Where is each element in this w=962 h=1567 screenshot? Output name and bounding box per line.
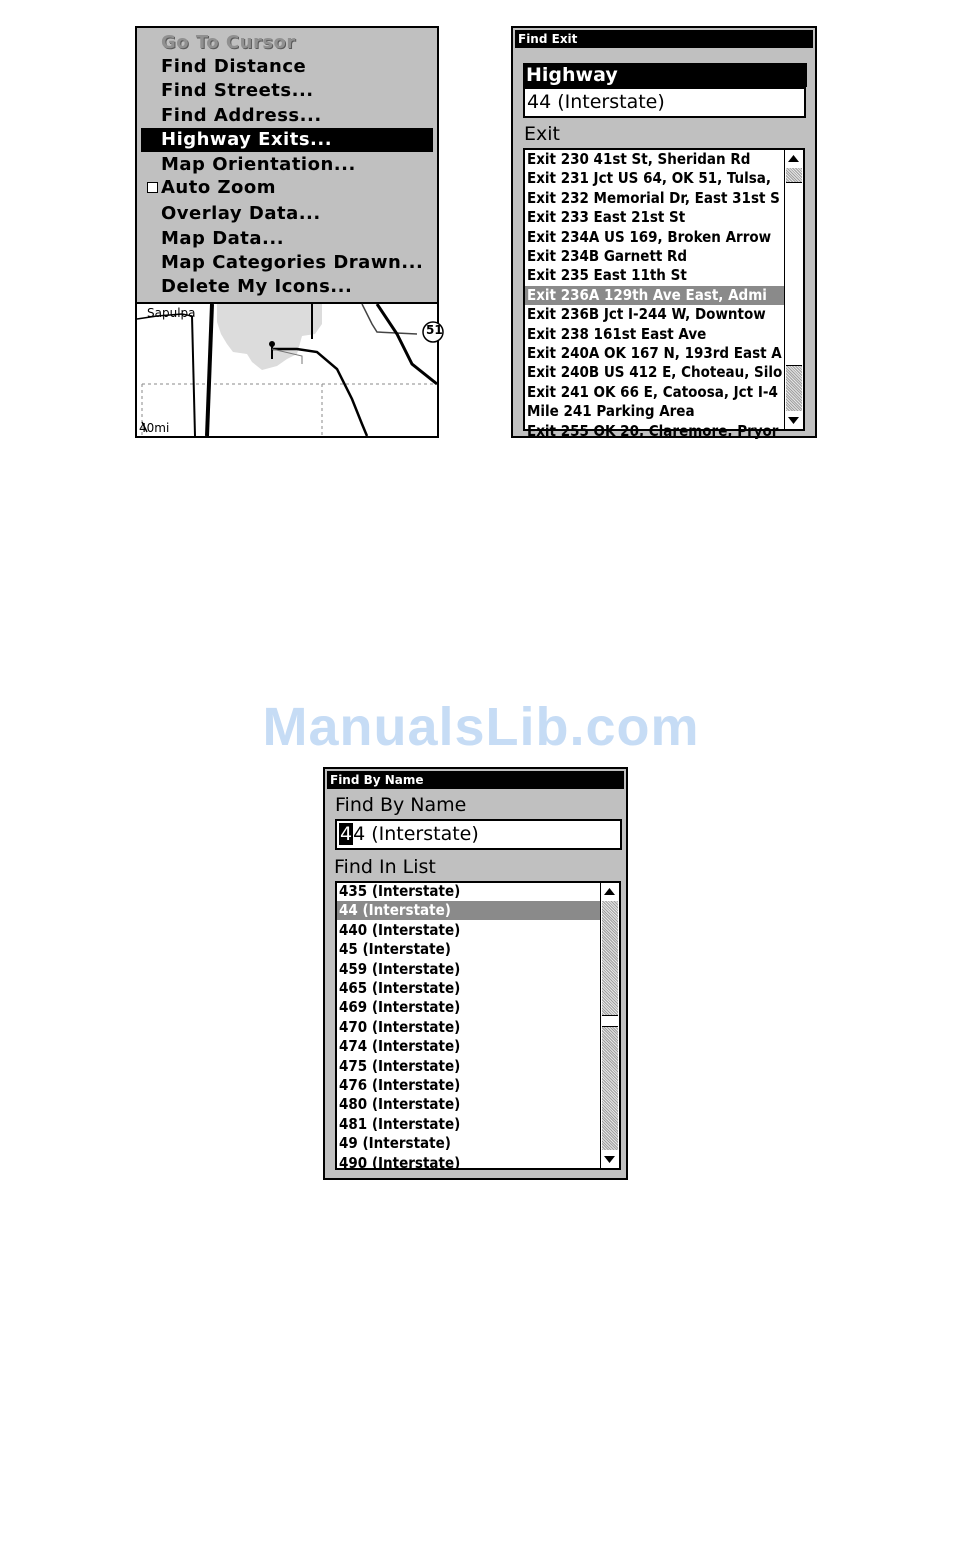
- scroll-up-arrow-icon[interactable]: [785, 150, 802, 167]
- exit-list[interactable]: [523, 148, 805, 440]
- map-view[interactable]: [137, 304, 443, 436]
- find-in-list-label: Find In List: [334, 856, 436, 878]
- map-menu-screen: [135, 26, 443, 438]
- menu-item-highway-exits[interactable]: [141, 128, 433, 152]
- menu-item-label: Map Data...: [161, 228, 285, 249]
- list-item[interactable]: 469 (Interstate): [339, 998, 461, 1017]
- list-item[interactable]: Exit 240B US 412 E, Choteau, Silo: [527, 363, 783, 382]
- list-item[interactable]: Exit 235 East 11th St: [527, 266, 687, 285]
- menu-item-map-categories-drawn[interactable]: [141, 251, 433, 275]
- name-input[interactable]: [335, 819, 622, 850]
- list-item[interactable]: Exit 240A OK 167 N, 193rd East A: [527, 344, 782, 362]
- menu-item-label: Map Categories Drawn...: [161, 252, 424, 273]
- list-item[interactable]: 440 (Interstate): [339, 920, 461, 939]
- menu-item-label: Overlay Data...: [161, 203, 321, 224]
- list-item[interactable]: 44 (Interstate): [337, 901, 601, 920]
- list-item[interactable]: 45 (Interstate): [339, 940, 451, 959]
- list-item[interactable]: 481 (Interstate): [339, 1114, 461, 1133]
- menu-item-label: Find Distance: [161, 56, 307, 77]
- menu-item-label: Find Streets...: [161, 80, 314, 101]
- list-item[interactable]: 476 (Interstate): [339, 1076, 461, 1094]
- find-exit-title: Find Exit: [515, 30, 813, 48]
- highway-field[interactable]: 44 (Interstate): [523, 87, 806, 118]
- list-item[interactable]: 49 (Interstate): [339, 1134, 451, 1153]
- map-scale-label: 40mi: [139, 421, 170, 435]
- menu-item-auto-zoom[interactable]: [141, 176, 433, 200]
- menu-item-label: Highway Exits...: [161, 129, 333, 150]
- list-item[interactable]: Exit 232 Memorial Dr, East 31st S: [527, 188, 780, 207]
- menu-item-label: Go To Cursor: [161, 32, 296, 53]
- list-item[interactable]: 480 (Interstate): [339, 1095, 461, 1114]
- list-item[interactable]: Exit 241 OK 66 E, Catoosa, Jct I-4: [527, 382, 778, 401]
- menu-item-map-data[interactable]: [141, 227, 433, 251]
- list-item[interactable]: Exit 230 41st St, Sheridan Rd: [527, 150, 751, 168]
- find-by-name-dialog: [323, 767, 628, 1180]
- menu-item-label: Auto Zoom: [161, 177, 277, 198]
- list-item[interactable]: Exit 234B Garnett Rd: [527, 247, 688, 265]
- menu-item-find-distance[interactable]: [141, 55, 433, 79]
- menu-item-find-streets[interactable]: [141, 79, 433, 103]
- scroll-down-arrow-icon[interactable]: [785, 412, 802, 429]
- map-context-menu: [137, 28, 437, 304]
- list-item[interactable]: 474 (Interstate): [339, 1037, 461, 1056]
- find-exit-dialog: [511, 26, 817, 438]
- menu-item-find-address[interactable]: [141, 104, 433, 128]
- route-shield-label: 51: [426, 323, 443, 337]
- menu-item-label: Delete My Icons...: [161, 276, 353, 297]
- scroll-thumb[interactable]: [602, 1015, 618, 1027]
- list-item[interactable]: Exit 233 East 21st St: [527, 208, 686, 227]
- scroll-down-arrow-icon[interactable]: [601, 1151, 618, 1168]
- find-by-name-title: Find By Name: [327, 771, 624, 789]
- list-item[interactable]: 465 (Interstate): [339, 979, 461, 997]
- list-item[interactable]: 470 (Interstate): [339, 1017, 461, 1036]
- watermark: ManualsLib.com: [262, 697, 700, 757]
- list-item[interactable]: Exit 255 OK 20, Claremore, Pryor: [527, 421, 779, 440]
- map-graphics: [137, 304, 437, 436]
- list-item[interactable]: Exit 238 161st East Ave: [527, 324, 707, 343]
- map-city-label: Sapulpa: [147, 306, 196, 320]
- menu-item-map-orientation[interactable]: [141, 153, 433, 177]
- list-item[interactable]: Exit 236B Jct I-244 W, Downtow: [527, 305, 766, 324]
- menu-item-label: Find Address...: [161, 105, 322, 126]
- list-item[interactable]: 475 (Interstate): [339, 1056, 461, 1075]
- menu-item-label: Map Orientation...: [161, 154, 356, 175]
- list-item[interactable]: Exit 231 Jct US 64, OK 51, Tulsa,: [527, 169, 771, 188]
- scroll-up-arrow-icon[interactable]: [601, 883, 618, 900]
- name-list-scrollbar[interactable]: [600, 883, 619, 1168]
- name-list[interactable]: [335, 881, 621, 1170]
- text-cursor: 4: [340, 823, 353, 845]
- exit-label: Exit: [524, 123, 560, 145]
- scroll-thumb[interactable]: [786, 182, 802, 366]
- auto-zoom-checkbox[interactable]: [147, 182, 158, 193]
- list-item[interactable]: Mile 241 Parking Area: [527, 402, 695, 421]
- name-input-text: 4 (Interstate): [353, 823, 479, 845]
- list-item[interactable]: 435 (Interstate): [339, 882, 461, 900]
- list-item[interactable]: 459 (Interstate): [339, 959, 461, 978]
- highway-label: Highway: [523, 63, 807, 87]
- list-item[interactable]: 490 (Interstate): [339, 1153, 461, 1172]
- menu-item-go-to-cursor[interactable]: [141, 31, 433, 55]
- menu-item-overlay-data[interactable]: [141, 202, 433, 226]
- menu-item-delete-my-icons[interactable]: [141, 275, 433, 299]
- find-by-name-label: Find By Name: [335, 794, 467, 816]
- exit-list-scrollbar[interactable]: [784, 150, 803, 429]
- list-item[interactable]: Exit 236A 129th Ave East, Admi: [525, 286, 786, 305]
- list-item[interactable]: Exit 234A US 169, Broken Arrow: [527, 227, 772, 246]
